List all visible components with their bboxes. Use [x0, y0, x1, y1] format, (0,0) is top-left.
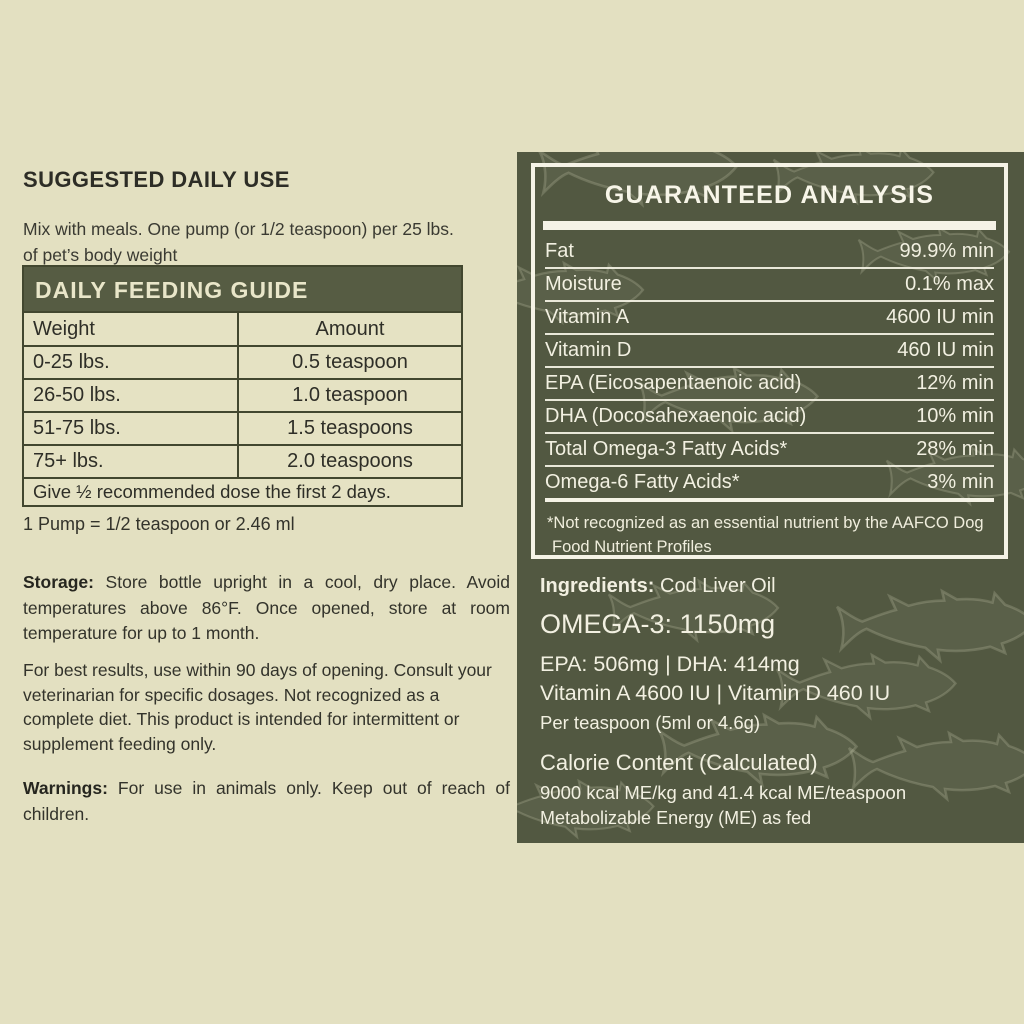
analysis-value: 0.1% max [905, 273, 994, 295]
feeding-table-footer: Give ½ recommended dose the first 2 days. [24, 477, 461, 505]
pump-equivalence-note: 1 Pump = 1/2 teaspoon or 2.46 ml [23, 514, 295, 534]
guaranteed-analysis-title: GUARANTEED ANALYSIS [604, 181, 935, 209]
analysis-row [545, 302, 994, 335]
table-end-line [545, 498, 994, 502]
aafco-footnote [547, 511, 992, 559]
warnings-paragraph [23, 776, 510, 827]
calorie-line-2: Metabolizable Energy (ME) as fed [540, 808, 812, 828]
weight-cell: 26-50 lbs. [24, 380, 239, 411]
weight-cell: 75+ lbs. [24, 446, 239, 477]
feeding-row [24, 345, 461, 378]
ingredients-value: Cod Liver Oil [660, 575, 776, 597]
analysis-row [545, 236, 994, 269]
storage-label: Storage: [23, 572, 94, 592]
analysis-label: Total Omega-3 Fatty Acids* [545, 438, 788, 460]
amount-cell: 0.5 teaspoon [292, 351, 408, 373]
weight-column-header: Weight [24, 313, 239, 345]
analysis-row [545, 401, 994, 434]
nutrition-panel [517, 152, 1024, 843]
ingredients-line [540, 575, 776, 598]
epa-dha-line: EPA: 506mg | DHA: 414mg [540, 652, 800, 676]
weight-cell: 0-25 lbs. [24, 347, 239, 378]
daily-feeding-guide-table [22, 265, 463, 507]
analysis-value: 460 IU min [897, 339, 994, 361]
amount-cell: 2.0 teaspoons [287, 450, 413, 472]
intro-line-2: of pet’s body weight [23, 244, 178, 265]
analysis-row [545, 434, 994, 467]
analysis-label: Vitamin A [545, 306, 630, 328]
analysis-label: Vitamin D [545, 339, 632, 361]
suggested-daily-use-heading: SUGGESTED DAILY USE [23, 167, 290, 192]
analysis-label: DHA (Docosahexaenoic acid) [545, 405, 807, 427]
ingredients-label: Ingredients: [540, 575, 655, 597]
storage-paragraph [23, 570, 510, 647]
analysis-value: 12% min [916, 372, 994, 394]
feeding-row [24, 411, 461, 444]
per-teaspoon-line: Per teaspoon (5ml or 4.6g) [540, 712, 761, 733]
analysis-label: Moisture [545, 273, 622, 295]
weight-cell: 51-75 lbs. [24, 413, 239, 444]
guaranteed-analysis-box [531, 163, 1008, 559]
feeding-row [24, 378, 461, 411]
amount-column-header: Amount [315, 317, 385, 340]
omega3-total-line: OMEGA-3: 1150mg [540, 609, 776, 639]
analysis-label: EPA (Eicosapentaenoic acid) [545, 372, 802, 394]
analysis-value: 4600 IU min [886, 306, 994, 328]
intro-line-1: Mix with meals. One pump (or 1/2 teaspoon) per 25 lbs. [23, 218, 454, 239]
analysis-label: Omega-6 Fatty Acids* [545, 471, 740, 493]
calorie-line-1: 9000 kcal ME/kg and 41.4 kcal ME/teaspoon [540, 782, 907, 803]
analysis-row [545, 467, 994, 498]
calorie-content-heading: Calorie Content (Calculated) [540, 750, 818, 775]
footnote-line-1: *Not recognized as an essential nutrient by the AAFCO Dog [547, 514, 984, 532]
warnings-text: For use in animals only. Keep out of reach of children. [23, 778, 510, 824]
storage-text: Store bottle upright in a cool, dry place. Avoid temperatures above 86°F. Once opened, store at room temperature for up to 1 month. [23, 572, 510, 643]
footnote-line-2: Food Nutrient Profiles [552, 538, 712, 556]
analysis-row [545, 335, 994, 368]
analysis-row [545, 368, 994, 401]
analysis-row [545, 269, 994, 302]
analysis-label: Fat [545, 240, 574, 262]
analysis-rows [545, 236, 994, 498]
title-underline-bar [543, 221, 996, 230]
analysis-value: 10% min [916, 405, 994, 427]
best-results-paragraph: For best results, use within 90 days of opening. Consult your veterinarian for specific dosages. Not recognized as a complete diet. This product is intended for intermittent or supplement feeding only. [23, 660, 492, 754]
vitamins-line: Vitamin A 4600 IU | Vitamin D 460 IU [540, 681, 891, 705]
analysis-value: 3% min [927, 471, 994, 493]
amount-cell: 1.5 teaspoons [287, 417, 413, 439]
analysis-value: 99.9% min [899, 240, 994, 262]
feeding-header-row [24, 311, 461, 345]
feeding-guide-title: DAILY FEEDING GUIDE [24, 267, 461, 311]
intro-paragraph [23, 216, 509, 268]
amount-cell: 1.0 teaspoon [292, 384, 408, 406]
analysis-value: 28% min [916, 438, 994, 460]
warnings-label: Warnings: [23, 778, 108, 798]
feeding-row [24, 444, 461, 477]
